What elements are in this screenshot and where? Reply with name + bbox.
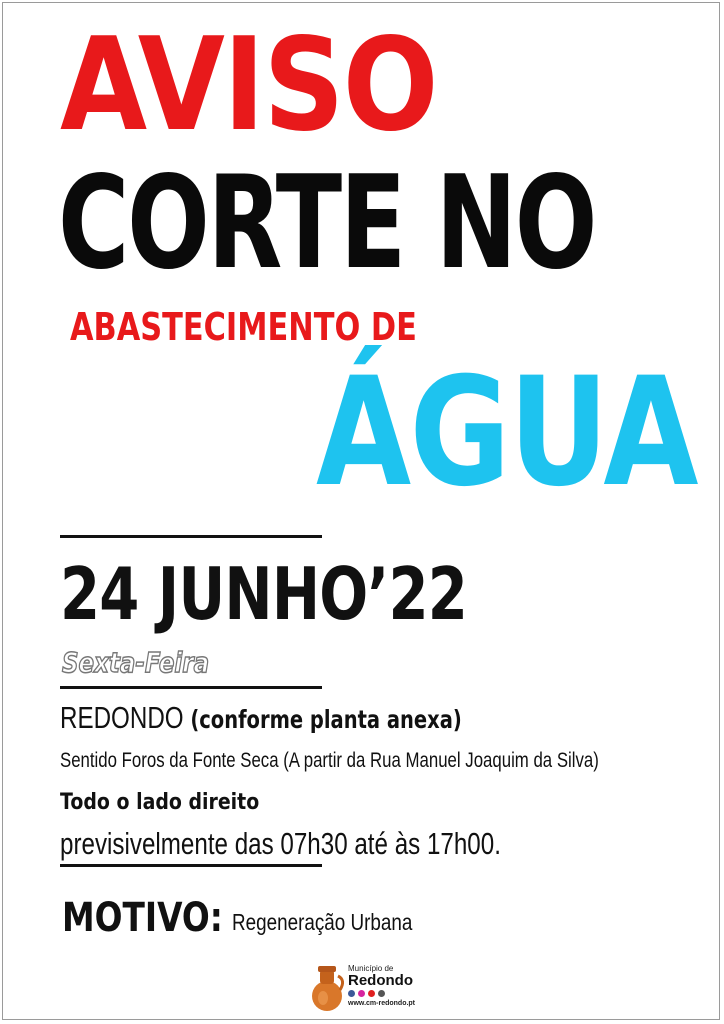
municipality-logo (306, 956, 426, 1016)
location-direction: Sentido Foros da Fonte Seca (A partir da Rua Manuel Joaquim da Silva) (60, 749, 599, 772)
location-line (60, 700, 575, 738)
email-icon[interactable] (378, 990, 385, 997)
location-note: (conforme planta anexa) (190, 705, 462, 734)
divider (60, 535, 322, 538)
title-aviso: AVISO (60, 11, 437, 160)
social-icons (348, 990, 385, 997)
facebook-icon[interactable] (348, 990, 355, 997)
event-weekday: Sexta-Feira (62, 646, 210, 679)
youtube-icon[interactable] (368, 990, 375, 997)
logo-url[interactable]: www.cm-redondo.pt (348, 1000, 416, 1007)
divider (60, 686, 322, 689)
affected-side: Todo o lado direito (60, 790, 260, 815)
jug-icon (308, 960, 346, 1014)
title-corte-no: CORTE NO (58, 149, 596, 298)
title-abastecimento: ABASTECIMENTO DE (70, 305, 417, 349)
divider (60, 864, 322, 867)
location-town: REDONDO (60, 700, 184, 735)
schedule: previsivelmente das 07h30 até às 17h00. (60, 826, 501, 861)
event-date: 24 JUNHO’22 (60, 552, 468, 636)
title-agua: ÁGUA (316, 346, 697, 520)
motivo-label: MOTIVO: (62, 895, 223, 941)
logo-line1: Município de (348, 964, 394, 973)
instagram-icon[interactable] (358, 990, 365, 997)
motivo-value: Regeneração Urbana (232, 909, 413, 935)
logo-line2: Redondo (348, 972, 413, 989)
